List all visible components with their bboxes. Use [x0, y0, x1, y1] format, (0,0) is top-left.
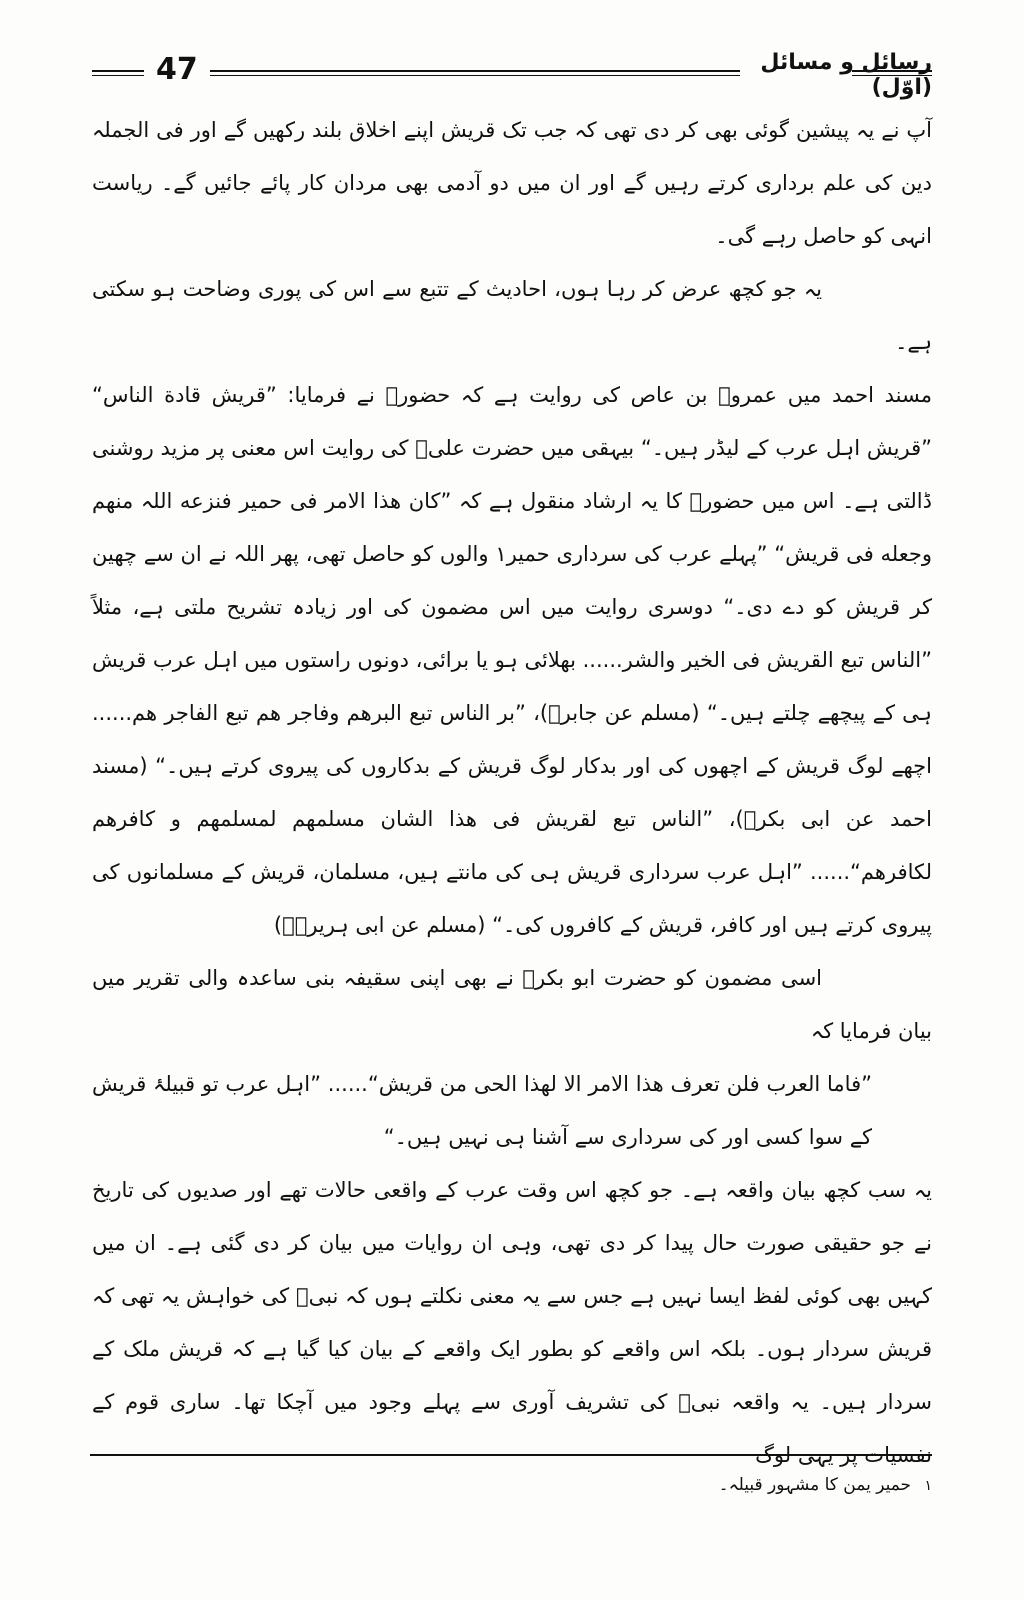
page-header — [92, 44, 932, 104]
paragraph-2: یہ جو کچھ عرض کر رہا ہوں، احادیث کے تتبع سے اس کی پوری وضاحت ہو سکتی ہے۔ — [92, 277, 932, 354]
page-number: 47 — [156, 52, 198, 87]
running-head: رسائل و مسائل (اوّل) — [760, 50, 932, 100]
paragraph-1: آپ نے یہ پیشین گوئی بھی کر دی تھی کہ جب تک قریش اپنے اخلاق بلند رکھیں گے اور فی الجملہ دین کی علم برداری کرتے رہیں گے اور ان میں دو آدمی بھی مردان کار پائے جائیں گے۔ ریاست انہی کو حاصل رہے گی۔ — [92, 118, 932, 248]
block-quote: ”فاما العرب فلن تعرف ھذا الامر الا لھذا الحی من قریش“...... ”اہل عرب تو قبیلۂ قریش کے سوا کسی اور کی سرداری سے آشنا ہی نہیں ہیں۔“ — [92, 1072, 872, 1149]
paragraph-4: اسی مضمون کو حضرت ابو بکرؓ نے بھی اپنی سقیفہ بنی ساعدہ والی تقریر میں بیان فرمایا کہ — [92, 966, 932, 1043]
header-rule-left — [92, 70, 144, 76]
paragraph-3: مسند احمد میں عمروؓ بن عاص کی روایت ہے کہ حضورؐ نے فرمایا: ”قریش قادة الناس“ ”قریش اہل عرب کے لیڈر ہیں۔“ بیہقی میں حضرت علیؓ کی روایت اس معنی پر مزید روشنی ڈالتی ہے۔ اس میں حضورؐ کا یہ ارشاد منقول ہے کہ ”کان ھذا الامر فی حمیر فنزعه اللہ منھم وجعله فی قریش“ ”پہلے عرب کی سرداری حمیر۱ والوں کو حاصل تھی، پھر اللہ نے ان سے چھین کر قریش کو دے دی۔“ دوسری روایت میں اس مضمون کی اور زیادہ تشریح ملتی ہے، مثلاً ”الناس تبع القریش فی الخیر والشر...... بھلائی ہو یا برائی، دونوں راستوں میں اہل عرب قریش ہی کے پیچھے چلتے ہیں۔“ (مسلم عن جابرؓ)، ”بر الناس تبع البرھم وفاجر ھم تبع الفاجر ھم...... اچھے لوگ قریش کے اچھوں کی اور بدکار لوگ قریش کے بدکاروں کی پیروی کرتے ہیں۔“ (مسند احمد عن ابی بکرؓ)، ”الناس تبع لقریش فی ھذا الشان مسلمھم لمسلمھم و کافرھم لکافرھم“...... ”اہل عرب سرداری قریش ہی کی مانتے ہیں، مسلمان، قریش کے مسلمانوں کی پیروی کرتے ہیں اور کافر، قریش کے کافروں کی۔“ (مسلم عن ابی ہریرہؓ) — [92, 383, 932, 937]
footnote — [719, 1474, 932, 1495]
footnote-text: حمیر یمن کا مشہور قبیلہ۔ — [718, 1475, 912, 1495]
header-rule-right — [852, 70, 932, 76]
header-rule-middle — [210, 70, 740, 76]
page-body — [92, 104, 932, 1482]
footnote-rule — [90, 1454, 932, 1456]
closing-paragraph: یہ سب کچھ بیان واقعہ ہے۔ جو کچھ اس وقت عرب کے واقعی حالات تھے اور صدیوں کی تاریخ نے جو حقیقی صورت حال پیدا کر دی تھی، وہی ان روایات میں بیان کر دی گئی ہے۔ ان میں کہیں بھی کوئی لفظ ایسا نہیں ہے جس سے یہ معنی نکلتے ہوں کہ نبیؐ کی خواہش یہ تھی کہ قریش سردار ہوں۔ بلکہ اس واقعے کو بطور ایک واقعے کے بیان کیا گیا ہے کہ قریش ملک کے سردار ہیں۔ یہ واقعہ نبیؐ کی تشریف آوری سے پہلے وجود میں آچکا تھا۔ ساری قوم کے نفسیات پر یہی لوگ — [92, 1178, 932, 1467]
footnote-marker: ۱ — [924, 1478, 932, 1494]
